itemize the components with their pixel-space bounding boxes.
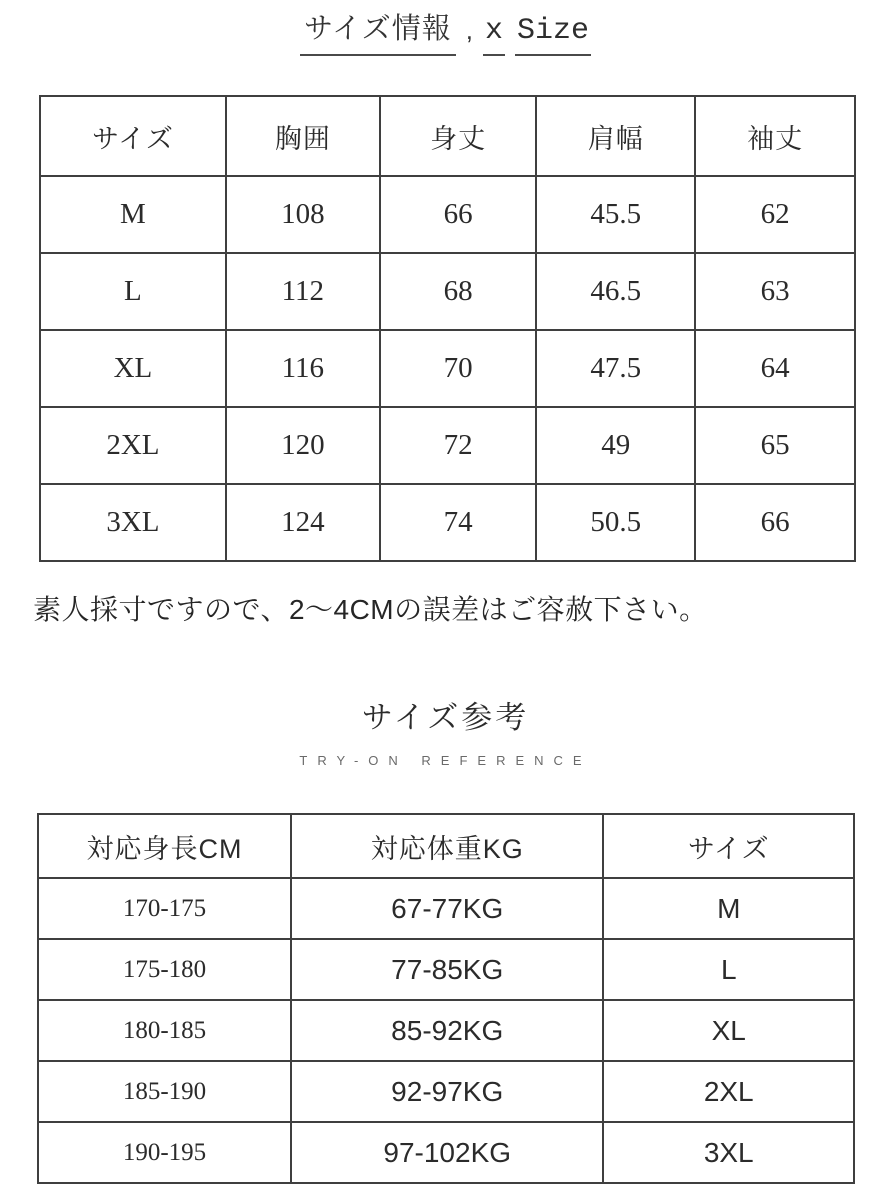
- size-table-header-shoulder: 肩幅: [536, 96, 695, 176]
- measurement-disclaimer: 素人採寸ですので、2〜4CMの誤差はご容赦下さい。: [33, 594, 708, 625]
- length-cell: 68: [380, 253, 536, 330]
- chest-cell: 108: [226, 176, 380, 253]
- shoulder-cell: 46.5: [536, 253, 695, 330]
- reference-section-subtitle: TRY-ON REFERENCE: [299, 753, 592, 768]
- height-cell: 170-175: [38, 878, 291, 939]
- table-row: [40, 484, 855, 561]
- page-title-jp: サイズ情報: [300, 6, 456, 56]
- chest-cell: 116: [226, 330, 380, 407]
- length-cell: 72: [380, 407, 536, 484]
- reference-header-size: サイズ: [603, 814, 854, 878]
- size-table-header-chest: 胸囲: [226, 96, 380, 176]
- weight-cell: 97-102KG: [291, 1122, 604, 1183]
- shoulder-cell: 47.5: [536, 330, 695, 407]
- page-title: [0, 6, 891, 56]
- size-cell: M: [603, 878, 854, 939]
- table-row: [38, 1000, 854, 1061]
- weight-cell: 85-92KG: [291, 1000, 604, 1061]
- sleeve-cell: 62: [695, 176, 855, 253]
- table-row: [38, 939, 854, 1000]
- table-row: [38, 1061, 854, 1122]
- length-cell: 74: [380, 484, 536, 561]
- sleeve-cell: 66: [695, 484, 855, 561]
- table-row: [40, 176, 855, 253]
- sleeve-cell: 64: [695, 330, 855, 407]
- chest-cell: 120: [226, 407, 380, 484]
- sleeve-cell: 65: [695, 407, 855, 484]
- height-cell: 190-195: [38, 1122, 291, 1183]
- size-table: [39, 95, 856, 562]
- height-cell: 180-185: [38, 1000, 291, 1061]
- size-cell: 2XL: [40, 407, 226, 484]
- weight-cell: 92-97KG: [291, 1061, 604, 1122]
- size-cell: XL: [603, 1000, 854, 1061]
- shoulder-cell: 50.5: [536, 484, 695, 561]
- height-cell: 185-190: [38, 1061, 291, 1122]
- chest-cell: 112: [226, 253, 380, 330]
- size-table-header-row: [40, 96, 855, 176]
- height-cell: 175-180: [38, 939, 291, 1000]
- table-row: [40, 407, 855, 484]
- size-cell: M: [40, 176, 226, 253]
- size-table-header-size: サイズ: [40, 96, 226, 176]
- reference-table-header-row: [38, 814, 854, 878]
- reference-section-title: サイズ参考: [361, 700, 530, 735]
- size-cell: 3XL: [40, 484, 226, 561]
- size-table-header-sleeve: 袖丈: [695, 96, 855, 176]
- length-cell: 70: [380, 330, 536, 407]
- size-cell: 2XL: [603, 1061, 854, 1122]
- size-cell: L: [603, 939, 854, 1000]
- weight-cell: 77-85KG: [291, 939, 604, 1000]
- shoulder-cell: 45.5: [536, 176, 695, 253]
- size-cell: 3XL: [603, 1122, 854, 1183]
- table-row: [38, 1122, 854, 1183]
- table-row: [40, 330, 855, 407]
- size-table-header-length: 身丈: [380, 96, 536, 176]
- page-title-x: x: [483, 14, 505, 56]
- page-title-separator: ,: [465, 15, 473, 45]
- size-cell: XL: [40, 330, 226, 407]
- length-cell: 66: [380, 176, 536, 253]
- weight-cell: 67-77KG: [291, 878, 604, 939]
- page-title-en: Size: [515, 14, 591, 56]
- table-row: [38, 878, 854, 939]
- reference-table: [37, 813, 855, 1184]
- sleeve-cell: 63: [695, 253, 855, 330]
- shoulder-cell: 49: [536, 407, 695, 484]
- chest-cell: 124: [226, 484, 380, 561]
- reference-header-weight: 対応体重KG: [291, 814, 604, 878]
- table-row: [40, 253, 855, 330]
- size-cell: L: [40, 253, 226, 330]
- reference-header-height: 対応身長CM: [38, 814, 291, 878]
